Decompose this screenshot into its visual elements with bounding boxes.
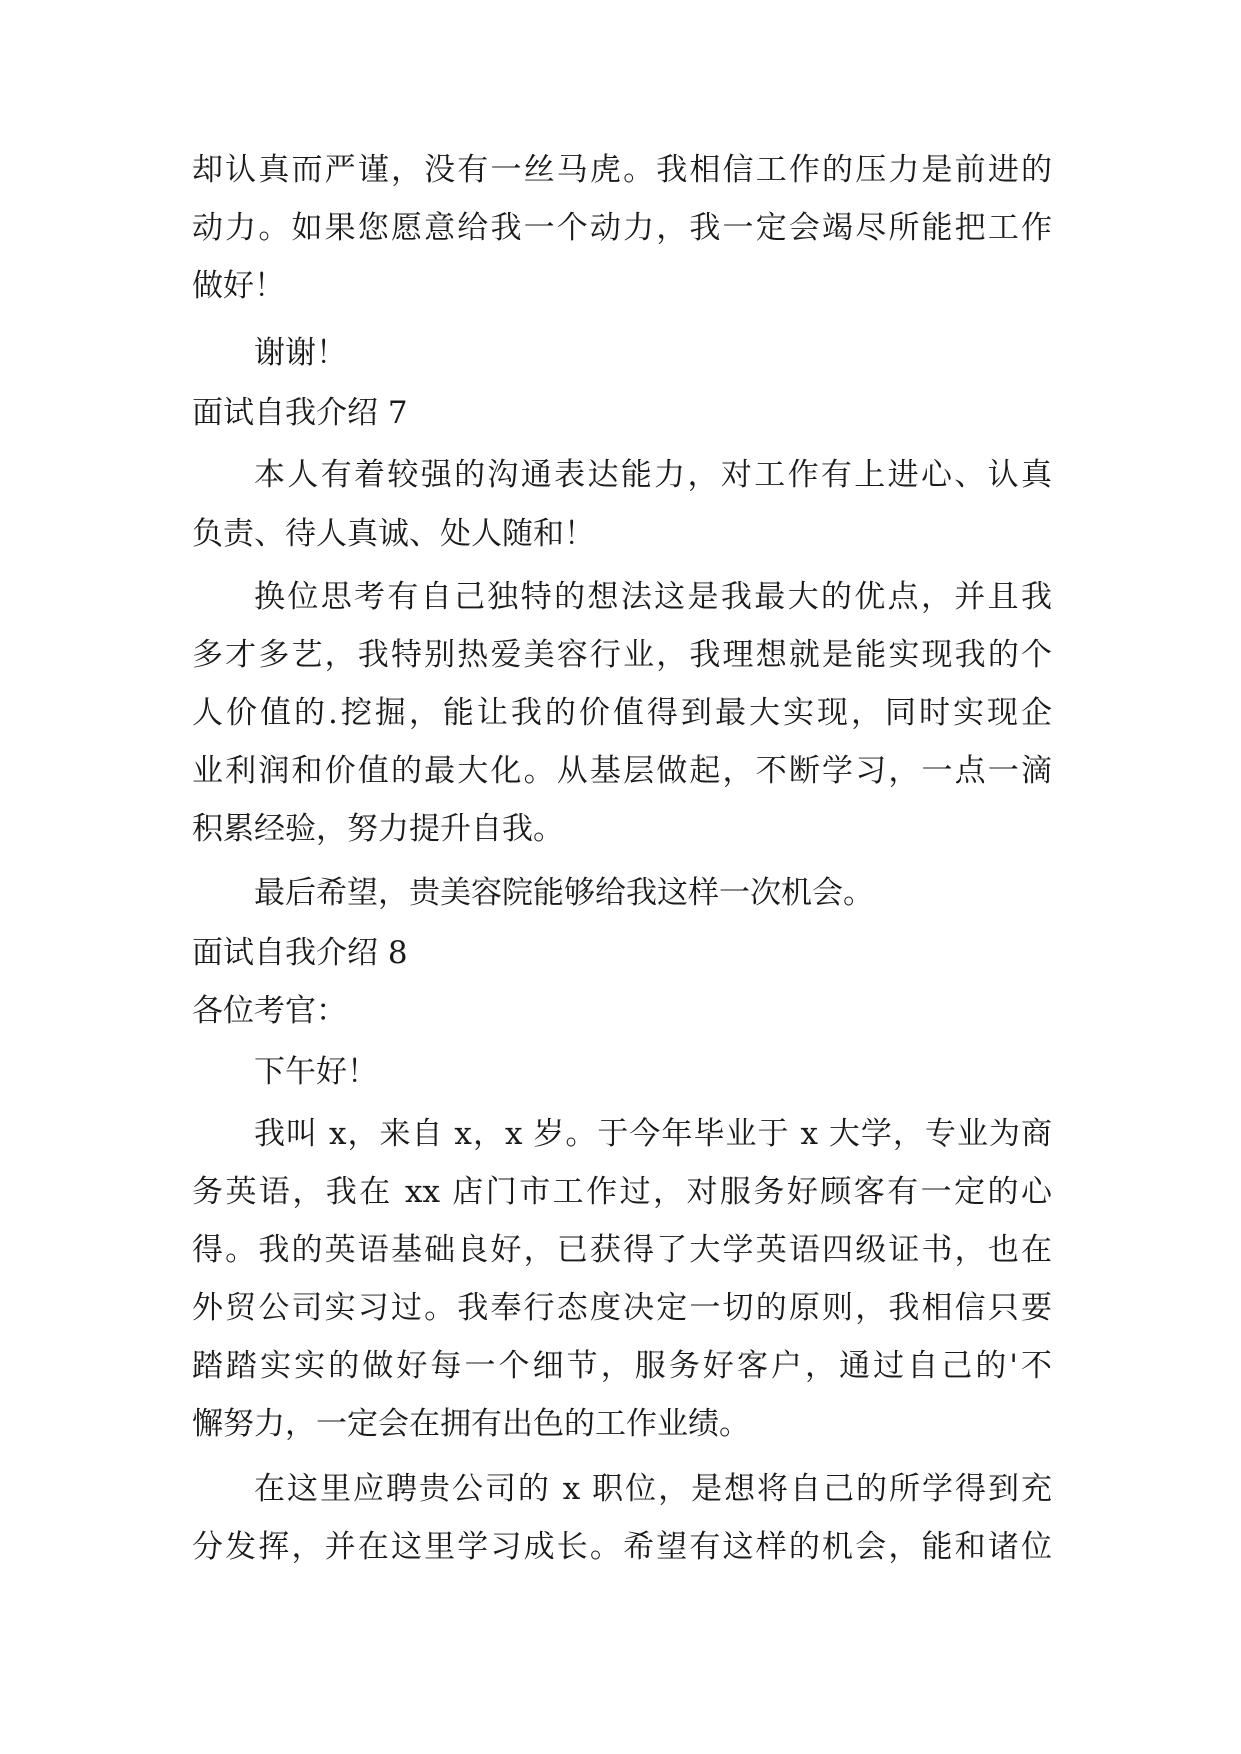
paragraph-line: 业利润和价值的最大化。从基层做起，不断学习，一点一滴 — [192, 753, 1052, 789]
paragraph-line: 却认真而严谨，没有一丝马虎。我相信工作的压力是前进的 — [192, 152, 1052, 188]
paragraph-line: 在这里应聘贵公司的 x 职位，是想将自己的所学得到充 — [254, 1471, 1052, 1507]
paragraph-line: 积累经验，努力提升自我。 — [192, 811, 564, 847]
paragraph-line: 懈努力，一定会在拥有出色的工作业绩。 — [192, 1406, 750, 1442]
paragraph-line: 最后希望，贵美容院能够给我这样一次机会。 — [254, 875, 874, 911]
paragraph-line: 我叫 x，来自 x，x 岁。于今年毕业于 x 大学，专业为商 — [254, 1116, 1052, 1152]
salutation-line: 各位考官： — [192, 993, 347, 1029]
paragraph-line: 踏踏实实的做好每一个细节，服务好客户，通过自己的'不 — [192, 1348, 1052, 1384]
paragraph-line: 得。我的英语基础良好，已获得了大学英语四级证书，也在 — [192, 1232, 1052, 1268]
paragraph-line: 多才多艺，我特别热爱美容行业，我理想就是能实现我的个 — [192, 637, 1052, 673]
paragraph-line: 本人有着较强的沟通表达能力，对工作有上进心、认真 — [254, 457, 1052, 493]
paragraph-line: 换位思考有自己独特的想法这是我最大的优点，并且我 — [254, 579, 1052, 615]
paragraph-line: 人价值的.挖掘，能让我的价值得到最大实现，同时实现企 — [192, 695, 1052, 731]
greeting-line: 下午好！ — [254, 1054, 378, 1090]
section-heading: 面试自我介绍 7 — [192, 395, 408, 431]
paragraph-line: 做好！ — [192, 268, 285, 304]
closing-line: 谢谢！ — [254, 335, 347, 371]
paragraph-line: 务英语，我在 xx 店门市工作过，对服务好顾客有一定的心 — [192, 1174, 1052, 1210]
paragraph-line: 外贸公司实习过。我奉行态度决定一切的原则，我相信只要 — [192, 1290, 1052, 1326]
paragraph-line: 负责、待人真诚、处人随和！ — [192, 516, 595, 552]
section-heading: 面试自我介绍 8 — [192, 935, 408, 971]
paragraph-line: 动力。如果您愿意给我一个动力，我一定会竭尽所能把工作 — [192, 210, 1052, 246]
paragraph-line: 分发挥，并在这里学习成长。希望有这样的机会，能和诸位 — [192, 1529, 1052, 1565]
